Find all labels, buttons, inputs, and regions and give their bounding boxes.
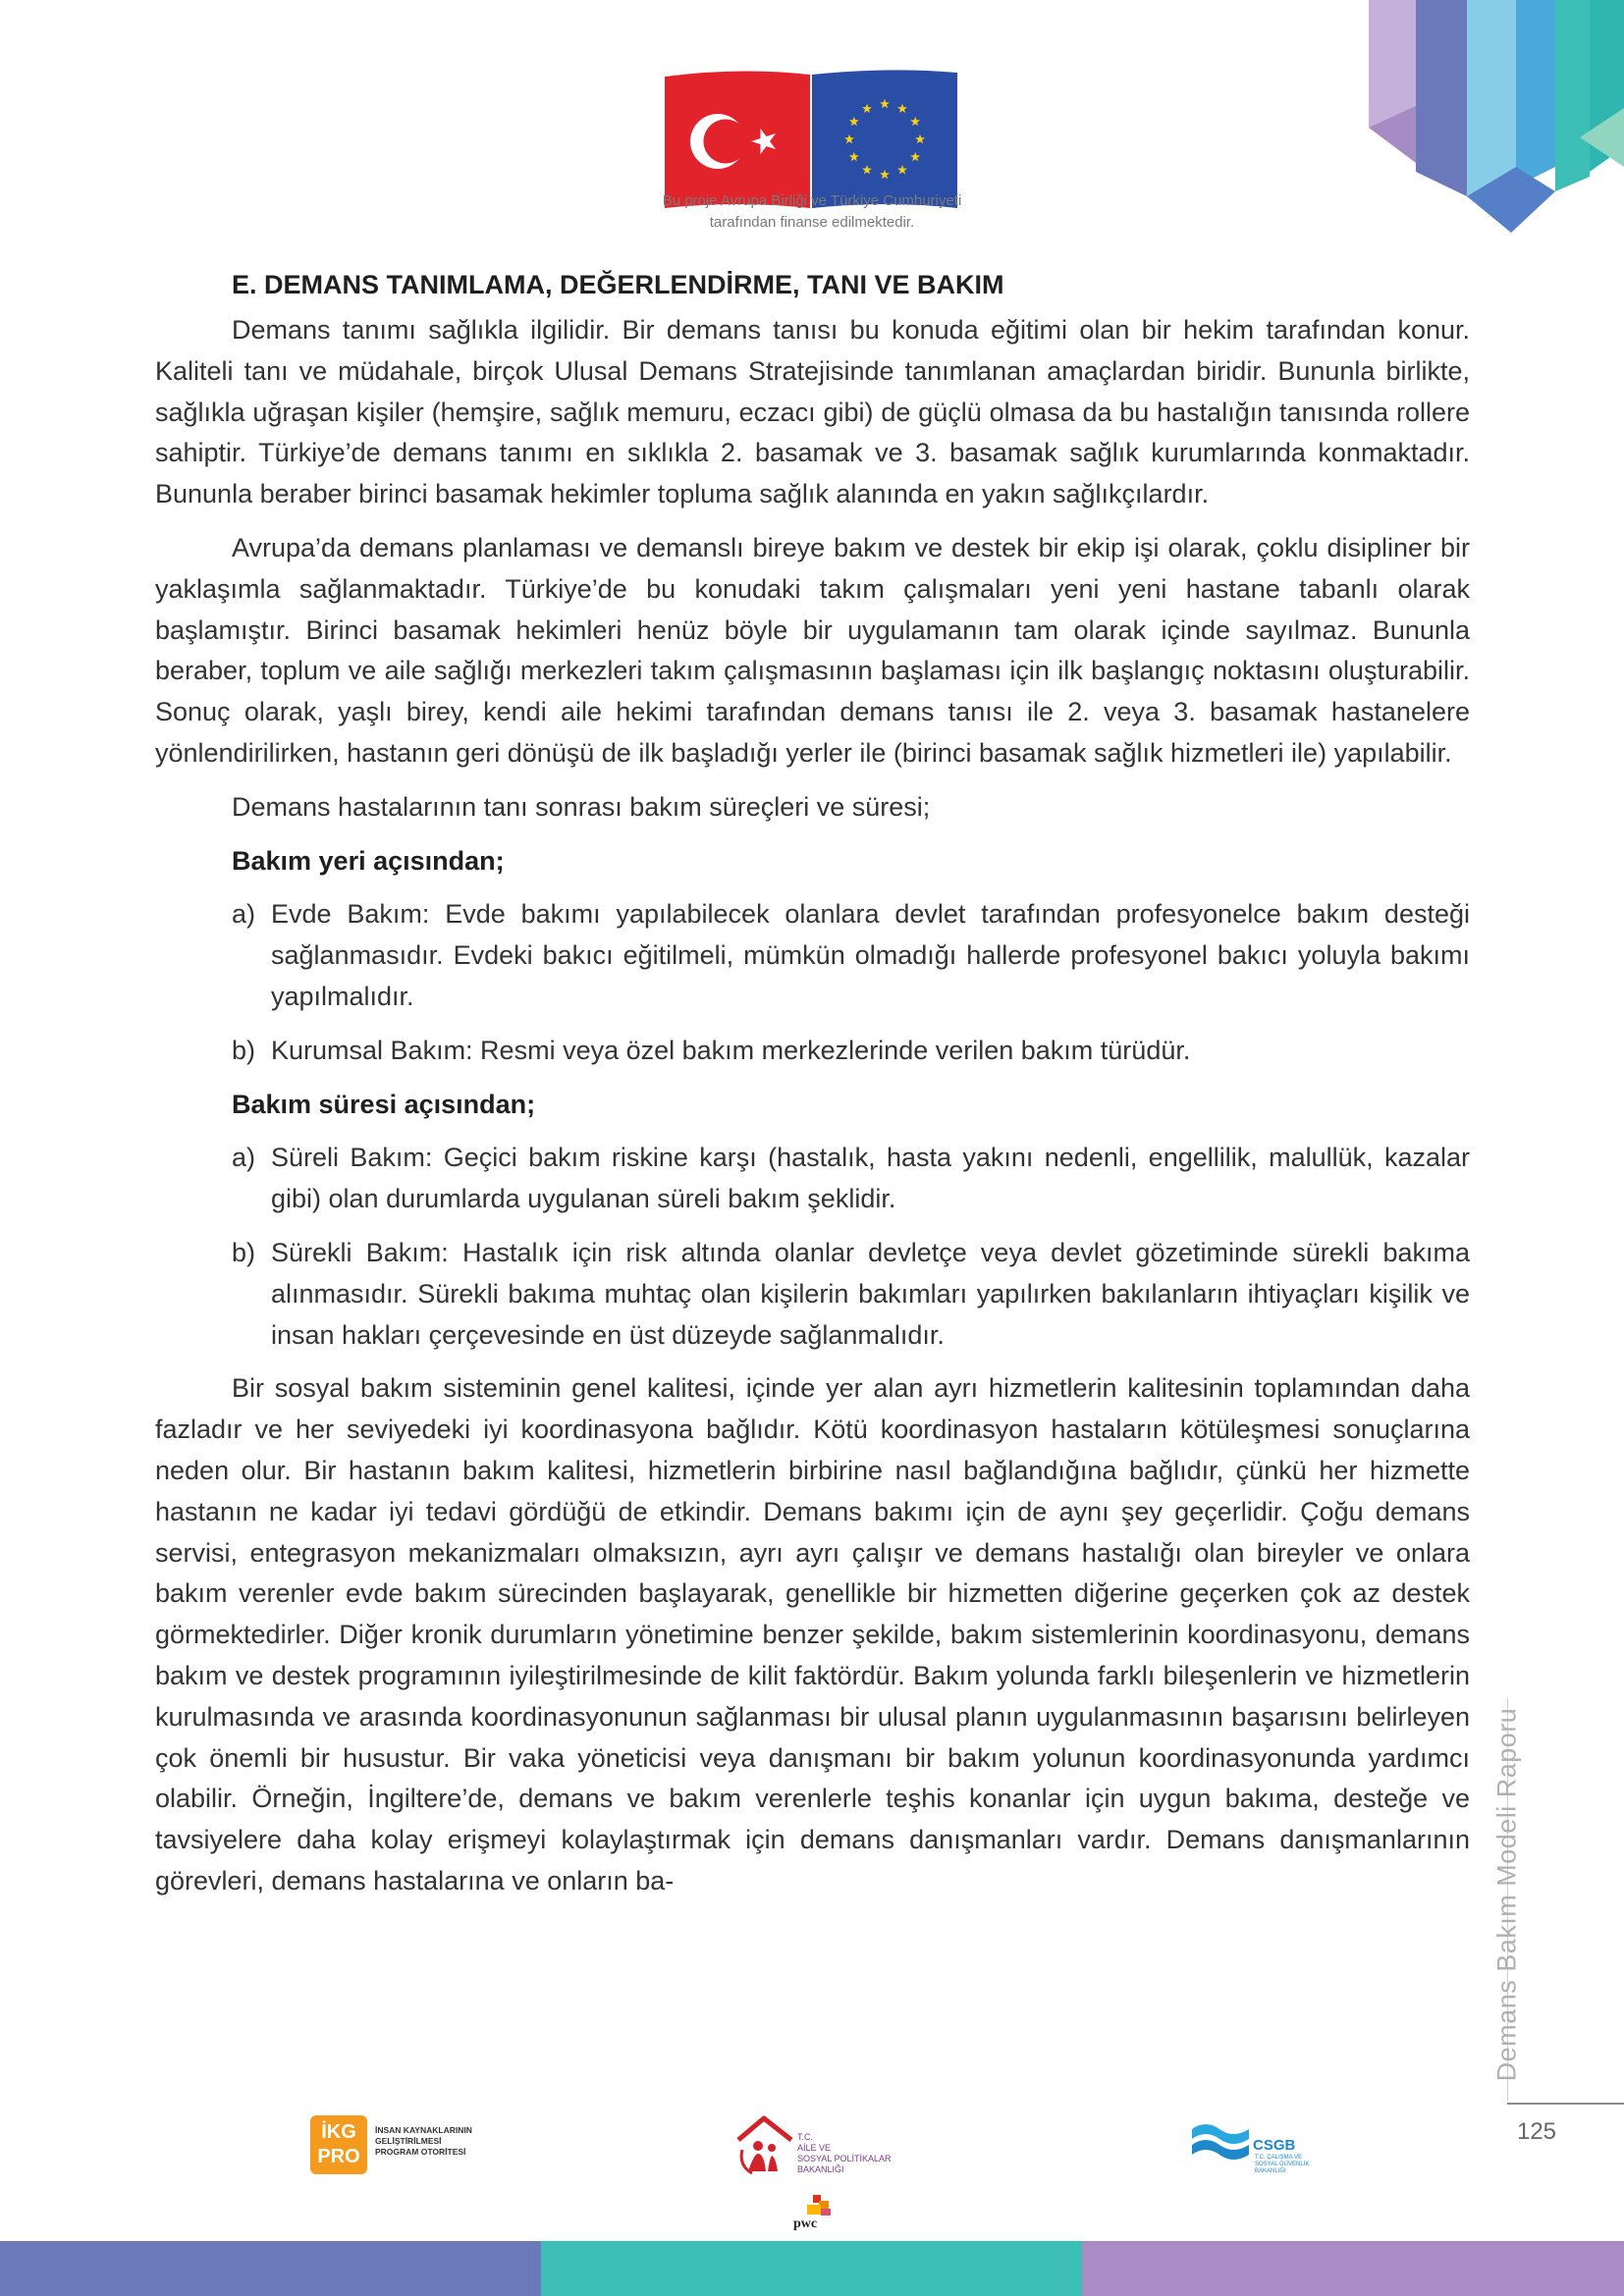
aile-text-line: SOSYAL POLİTİKALAR (797, 2154, 892, 2163)
band-segment (0, 2241, 541, 2296)
care-place-title: Bakım yeri açısından; (232, 845, 505, 876)
pwc-blocks-icon (803, 2195, 833, 2216)
aile-text-line: BAKANLIĞI (797, 2164, 844, 2174)
csgb-text-line: T.C. ÇALIŞMA VE (1255, 2155, 1303, 2161)
csgb-text-line: BAKANLIĞI (1255, 2168, 1286, 2174)
band-segment (541, 2241, 1082, 2296)
ikg-mark-line1: İKG (321, 2121, 356, 2143)
page-number: 125 (1516, 2118, 1557, 2145)
list-marker: b) (232, 1035, 256, 1065)
ikg-text-line: GELİŞTİRİLMESİ (375, 2136, 442, 2146)
paragraph-diagnosis: Demans tanımı sağlıkla ilgilidir. Bir demans tanısı bu konuda eğitimi olan bir hekim tarafından konur. Kaliteli tanı ve müdahale, birçok Ulusal Demans Stratejisinde tanımlanan amaçlardan biridir. Bununla birlikte, sağlıkla uğraşan kişiler (hemşire, sağlık memuru, eczacı gibi) de güçlü olmasa da bu hastalığın tanısında rollere sahiptir. Türkiye’de demans tanımı en sıklıkla 2. basamak ve 3. basamak sağlık kurumlarında konmaktadır. Bununla beraber birinci basamak hekimler topluma sağlık alanında en yakın sağlıkçılardır. (155, 315, 1470, 509)
list-item-text: Kurumsal Bakım: Resmi veya özel bakım merkezlerinde verilen bakım türüdür. (271, 1035, 1191, 1065)
corner-decoration (1369, 0, 1624, 236)
funding-caption-line1: Bu proje Avrupa Birliği ve Türkiye Cumhuriyeti (662, 192, 962, 209)
tr-eu-flags-logo (661, 65, 961, 210)
pwc-logo (785, 2195, 835, 2230)
aile-text (797, 2132, 892, 2175)
side-report-title-text: Demans Bakım Modeli Raporu (1491, 1707, 1522, 2082)
paragraph-coordination: Bir sosyal bakım sisteminin genel kalitesi, içinde yer alan ayrı hizmetlerin kalitesinin toplamından daha fazladır ve her seviyedeki iyi koordinasyona bağlıdır. Kötü koordinasyon hastaların kötüleşmesi sonuçlarına neden olur. Bir hastanın bakım kalitesi, hizmetlerin birbirine nasıl bağlandığına bağlıdır, çünkü her hizmette hastanın ne kadar iyi tedavi gördüğü de etkindir. Demans bakımı için de aynı şey geçerlidir. Çoğu demans servisi, entegrasyon mekanizmaları olmaksızın, ayrı ayrı çalışır ve demans hastalığı olan bireyler ve onlara bakım verenler evde bakım sürecinden başlayarak, genellikle bir hizmetten diğerine geçerken çok az destek görmektedirler. Diğer kronik durumların yönetimine benzer şekilde, bakım sistemlerinin koordinasyonu, demans bakım ve destek programının iyileştirilmesinde de kilit faktördür. Bakım yolunda farklı bileşenlerin ve hizmetlerin kurulmasında ve arasında koordinasyonunun sağlanması bir ulusal planın uygulanmasının başarısını belirleyen çok önemli bir husustur. Bir vaka yöneticisi veya danışmanı bir bakım yolunun koordinasyonunda yardımcı olabilir. Örneğin, İngiltere’de, demans ve bakım verenlerle teşhis konanlar için uygun bakıma, desteğe ve tavsiyelere daha kolay erişmeyi kolaylaştırmak için demans danışmanları vardır. Demans danışmanlarının görevleri, demans hastalarına ve onların ba- (155, 1373, 1470, 1896)
csgb-text (1255, 2155, 1309, 2175)
side-report-title (1488, 1703, 1527, 2086)
funding-caption (589, 190, 1035, 234)
page-number-rule (1507, 2103, 1624, 2105)
family-house-icon (734, 2110, 795, 2179)
ikg-pro-logo (310, 2115, 477, 2176)
list-item (155, 1031, 1470, 1072)
ikg-pro-text (375, 2125, 472, 2158)
footer-color-band (0, 2241, 1624, 2296)
csgb-name: CSGB (1253, 2137, 1296, 2154)
list-item-text: Sürekli Bakım: Hastalık için risk altında olanlar devletçe veya devlet gözetiminde sürekli bakıma alınmasıdır. Sürekli bakıma muhtaç olan kişilerin bakımları yapılırken bakılanların ihtiyaçları kişilik ve insan hakları çerçevesinde en üst düzeyde sağlanmalıdır. (271, 1237, 1470, 1350)
list-item (155, 1138, 1470, 1220)
aile-text-line: AİLE VE (797, 2143, 832, 2153)
care-duration-title: Bakım süresi açısından; (232, 1089, 536, 1119)
funding-caption-line2: tarafından finanse edilmektedir. (709, 214, 915, 231)
list-item-text: Süreli Bakım: Geçici bakım riskine karşı (hastalık, hasta yakını nedenli, engellilik, malullük, kazalar gibi) olan durumlarda uygulanan süreli bakım şeklidir. (271, 1143, 1470, 1214)
list-marker: b) (232, 1237, 256, 1267)
turkey-flag-icon (665, 71, 810, 208)
document-body (155, 265, 1470, 1915)
eu-flag-icon (812, 70, 957, 208)
section-title: E. DEMANS TANIMLAMA, DEĞERLENDİRME, TANI VE BAKIM (232, 270, 1004, 299)
ikg-mark-line2: PRO (317, 2146, 360, 2167)
ikg-text-line: PROGRAM OTORİTESİ (375, 2147, 466, 2157)
csgb-wave-icon (1188, 2119, 1253, 2163)
list-item-text: Evde Bakım: Evde bakımı yapılabilecek olanlara devlet tarafından profesyonelce bakım desteği sağlanmasıdır. Evdeki bakıcı eğitilmeli, mümkün olmadığı hallerde profesyonel bakıcı yoluyla bakımı yapılmalıdır. (271, 899, 1470, 1011)
paragraph-europe: Avrupa’da demans planlaması ve demanslı bireye bakım ve destek bir ekip işi olarak, çoklu disipliner bir yaklaşımla sağlanmaktadır. Türkiye’de bu konudaki takım çalışmaları yeni yeni hastane tabanlı olarak başlamıştır. Birinci basamak hekimleri henüz böyle bir uygulamanın tam olarak içinde sayılmaz. Bununla beraber, toplum ve aile sağlığı merkezleri takım çalışmasının başlaması için ilk başlangıç noktasını oluşturabilir. Sonuç olarak, yaşlı birey, kendi aile hekimi tarafından demans tanısı ile 2. veya 3. basamak hastanelere yönlendirilirken, hastanın geri dönüşü de ilk başladığı yerler ile (birinci basamak sağlık hizmetleri ile) yapılabilir. (155, 532, 1470, 768)
list-marker: a) (232, 1143, 256, 1173)
aile-bakanligi-logo (734, 2110, 892, 2179)
ikg-pro-mark (310, 2115, 367, 2174)
list-item (155, 1233, 1470, 1356)
csgb-logo (1188, 2115, 1326, 2174)
band-segment (1082, 2241, 1624, 2296)
pwc-text: pwc (793, 2216, 818, 2231)
paragraph-care-intro: Demans hastalarının tanı sonrası bakım süreçleri ve süresi; (232, 791, 931, 822)
list-marker: a) (232, 899, 256, 930)
ikg-text-line: İNSAN KAYNAKLARININ (375, 2125, 472, 2135)
aile-text-line: T.C. (797, 2132, 814, 2142)
list-item (155, 894, 1470, 1017)
csgb-text-line: SOSYAL GÜVENLİK (1255, 2162, 1310, 2167)
